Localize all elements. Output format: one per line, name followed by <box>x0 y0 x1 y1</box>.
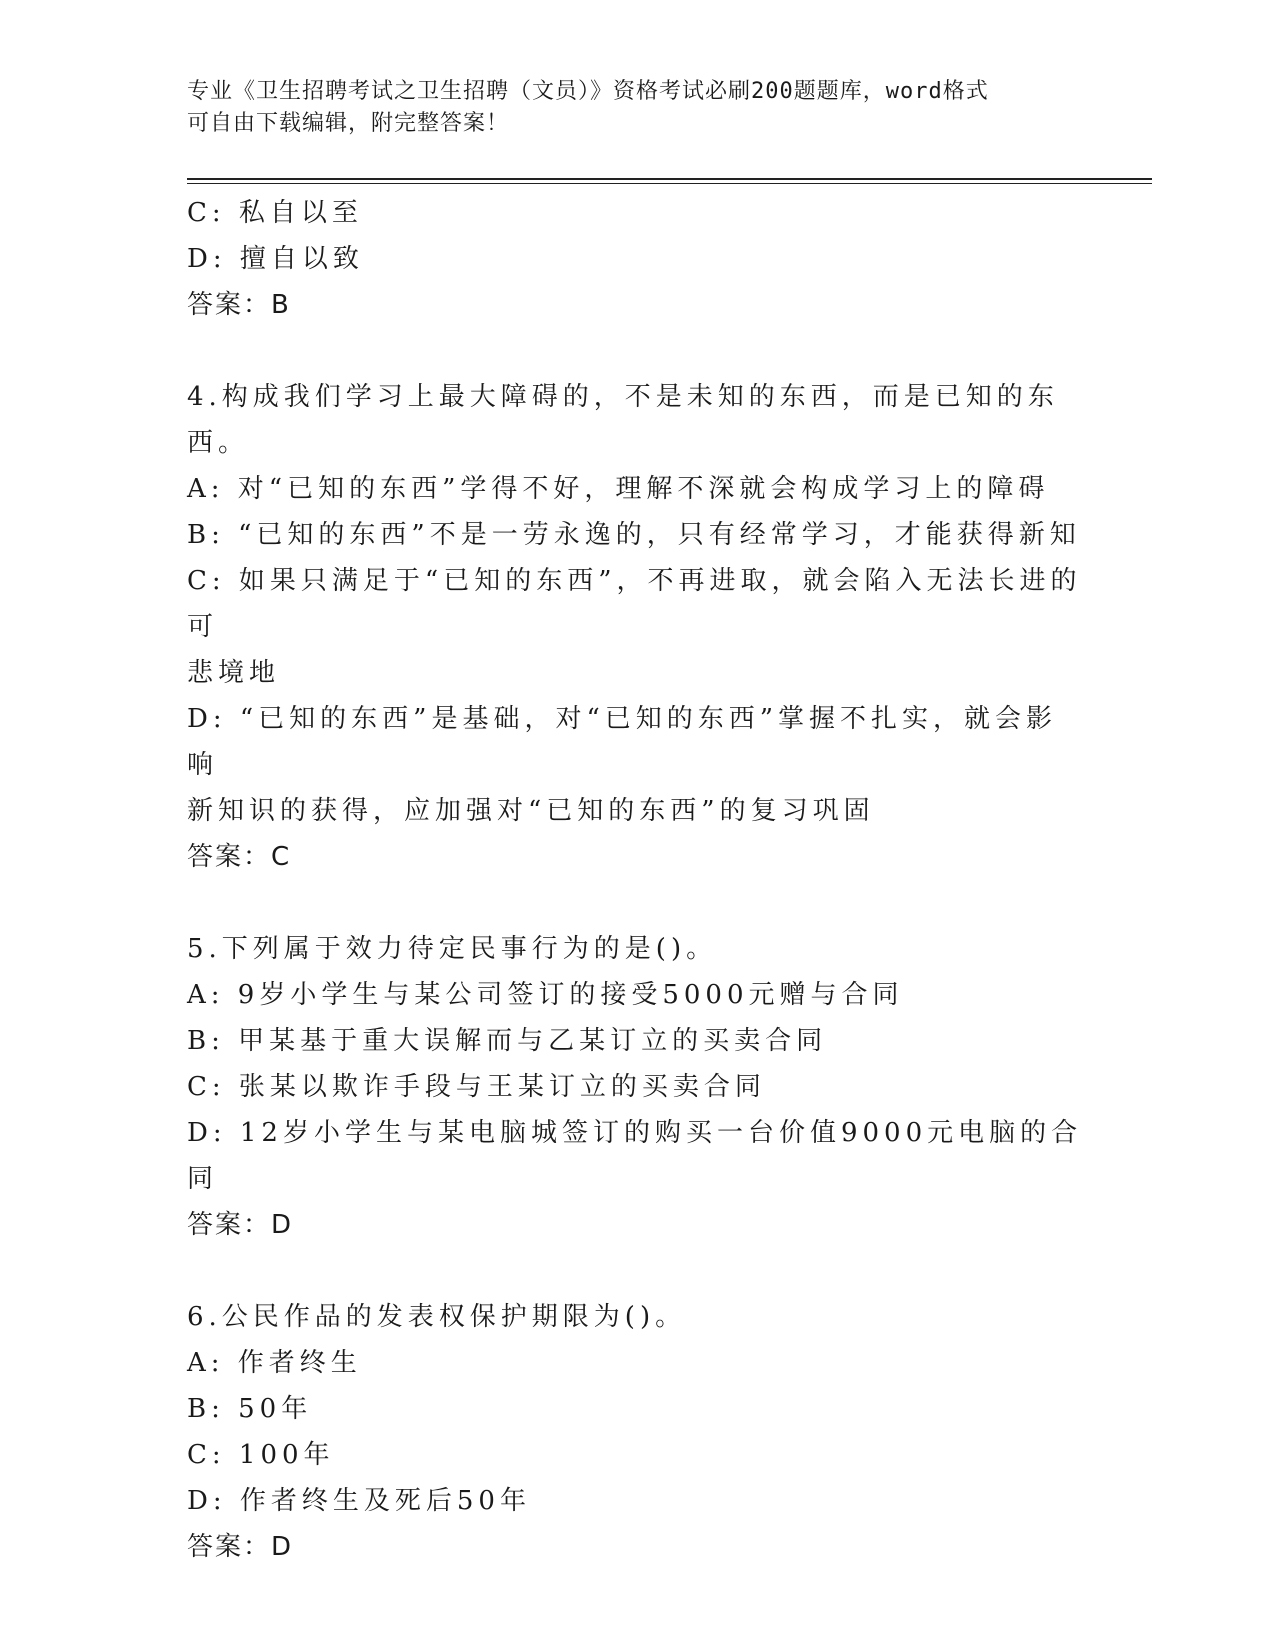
q3-option-c: C: 私自以至 <box>187 198 363 228</box>
q4-answer: 答案：C <box>187 842 292 872</box>
q6-option-d: D: 作者终生及死后50年 <box>187 1486 531 1516</box>
q4-option-a: A: 对“已知的东西”学得不好，理解不深就会构成学习上的障碍 <box>187 474 1050 504</box>
question-5 <box>187 926 1087 1248</box>
q3-answer: 答案：B <box>187 290 291 320</box>
q5-option-c: C: 张某以欺诈手段与王某订立的买卖合同 <box>187 1072 766 1102</box>
q4-option-c-line2: 悲境地 <box>187 658 281 688</box>
q4-option-d-line2: 新知识的获得，应加强对“已知的东西”的复习巩固 <box>187 796 875 826</box>
header-line-2: 可自由下载编辑，附完整答案！ <box>187 111 510 136</box>
q4-question: 4.构成我们学习上最大障碍的，不是未知的东西，而是已知的东西。 <box>187 382 1059 458</box>
question-6 <box>187 1294 1087 1570</box>
spacer <box>187 328 1087 374</box>
q6-answer: 答案：D <box>187 1532 294 1562</box>
q6-option-b: B: 50年 <box>187 1394 313 1424</box>
q5-answer: 答案：D <box>187 1210 294 1240</box>
q6-option-c: C: 100年 <box>187 1440 335 1470</box>
q4-option-c-line1: C: 如果只满足于“已知的东西”，不再进取，就会陷入无法长进的可 <box>187 566 1082 642</box>
q5-question: 5.下列属于效力待定民事行为的是()。 <box>187 934 718 964</box>
document-body <box>187 190 1087 1570</box>
q3-option-d: D: 擅自以致 <box>187 244 364 274</box>
question-3 <box>187 190 1087 328</box>
q4-option-b: B: “已知的东西”不是一劳永逸的，只有经常学习，才能获得新知 <box>187 520 1081 550</box>
header-divider-thin <box>187 183 1152 184</box>
q4-option-d-line1: D: “已知的东西”是基础，对“已知的东西”掌握不扎实，就会影响 <box>187 704 1058 780</box>
spacer <box>187 880 1087 926</box>
document-header <box>187 76 1087 140</box>
header-divider-thick <box>187 178 1152 180</box>
q5-option-d: D: 12岁小学生与某电脑城签订的购买一台价值9000元电脑的合同 <box>187 1118 1083 1194</box>
header-line-1: 专业《卫生招聘考试之卫生招聘（文员）》资格考试必刷200题题库，word格式 <box>187 79 989 104</box>
q6-question: 6.公民作品的发表权保护期限为()。 <box>187 1302 687 1332</box>
q6-option-a: A: 作者终生 <box>187 1348 362 1378</box>
spacer <box>187 1248 1087 1294</box>
q5-option-a: A: 9岁小学生与某公司签订的接受5000元赠与合同 <box>187 980 904 1010</box>
q5-option-b: B: 甲某基于重大误解而与乙某订立的买卖合同 <box>187 1026 828 1056</box>
question-4 <box>187 374 1087 880</box>
